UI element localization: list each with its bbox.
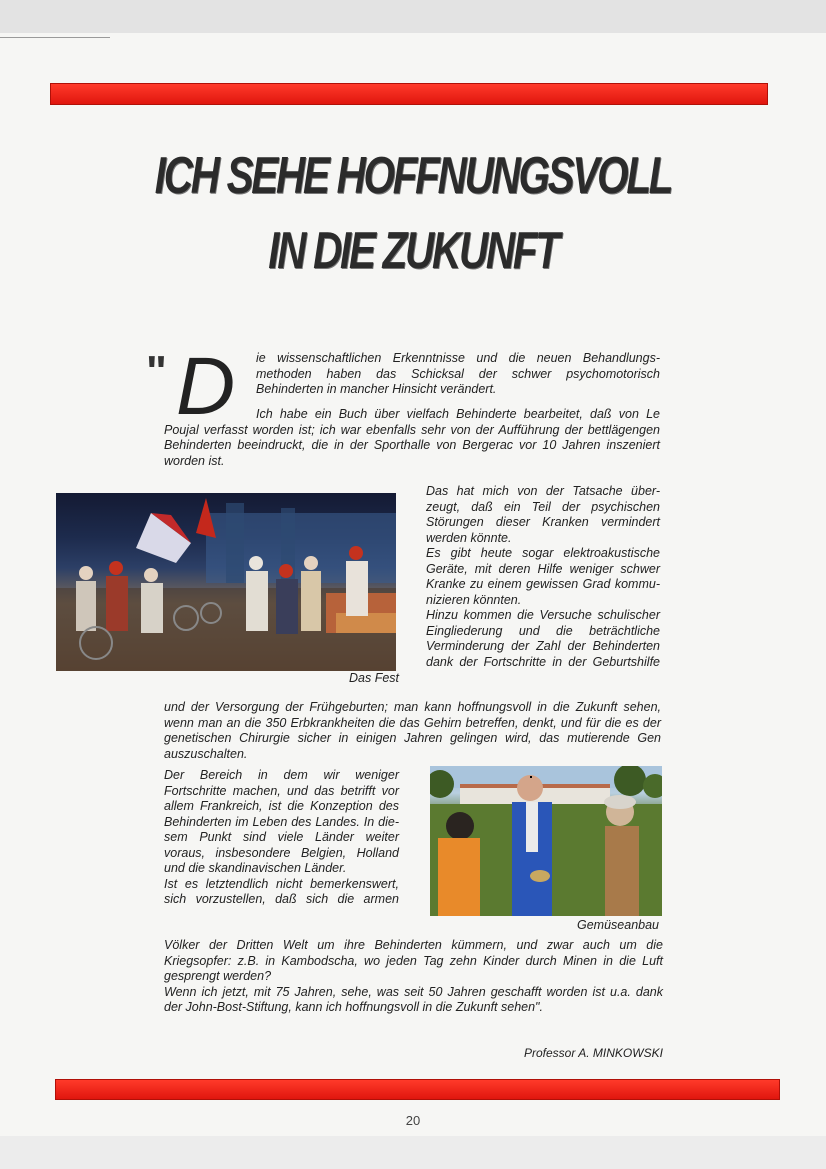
text-line: werden könnte. (426, 530, 512, 545)
photo-gemueseanbau-illustration (430, 766, 662, 916)
text-line: Der Bereich in dem wir weniger (164, 768, 399, 782)
top-red-bar (50, 83, 768, 105)
text-line: allem Frankreich, ist die Konzeption des (164, 799, 399, 813)
text-line: genetischen Chirurgie sicher in einigen Jahren gelingen wird, das mutierende Gen (164, 731, 661, 745)
text-line: Das hat mich von der Tatsache über- (426, 484, 660, 498)
scan-top-margin (0, 0, 826, 33)
text-line: Ist es letztendlich nicht bemerkenswert, (164, 876, 399, 891)
drop-cap: D (176, 341, 236, 432)
text-line: Ich habe ein Buch über vielfach Behinderte bearbeitet, daß von Le (256, 407, 660, 421)
page-title-line-2: IN DIE ZUKUNFT (268, 222, 558, 280)
bottom-red-bar (55, 1079, 780, 1100)
text-line: Fortschritte machen, und das betrifft vor (164, 783, 399, 798)
text-line: und der Versorgung der Frühgeburten; man kann hoffnungsvoll in die Zukunft sehen, (164, 700, 661, 714)
text-line: Kranke zu einem gewissen Grad kommu- (426, 577, 660, 591)
photo-das-fest (56, 493, 396, 671)
text-line: ie wissenschaftlichen Erkenntnisse und die neuen Behandlungs- (256, 351, 660, 365)
paragraph-5 (164, 768, 399, 908)
paragraph-3 (426, 484, 660, 670)
author-signature: Professor A. MINKOWSKI (524, 1046, 663, 1060)
photo-das-fest-illustration (56, 493, 396, 671)
paragraph-6 (164, 938, 663, 1016)
text-line: Verminderung der Zahl der Behinderten (426, 639, 660, 653)
text-line: Hinzu kommen die Versuche schulischer (426, 608, 660, 622)
photo-das-fest-caption: Das Fest (349, 671, 400, 685)
text-line: Poujal verfasst worden ist; ich war ebenfalls sehr von der Aufführung der bettlägengen (164, 422, 660, 437)
text-line: Es gibt heute sogar elektroakustische (426, 546, 660, 560)
paragraph-1 (256, 351, 660, 398)
paragraph-2 (164, 407, 660, 469)
photo-gemueseanbau-caption: Gemüseanbau (577, 918, 660, 932)
text-line: sich vorzustellen, daß sich die armen (164, 892, 399, 906)
text-line: zeugt, daß ein Teil der psychischen (426, 499, 660, 514)
text-line: Wenn ich jetzt, mit 75 Jahren, sehe, was seit 50 Jahren geschafft worden ist u.a. dank (164, 984, 663, 999)
text-line: methoden haben das Schicksal der schwer psychomotorisch (256, 366, 660, 381)
text-line: Störungen dieser Kranken vermindert (426, 515, 660, 529)
page-number: 20 (405, 1113, 421, 1128)
text-line: Geräte, mit deren Hilfe weniger schwer (426, 561, 660, 576)
text-line: Behinderten beeindruckt, die in der Sporthalle von Bergerac vor 10 Jahren inszeniert (164, 438, 660, 452)
text-line: Eingliederung und die beträchtliche (426, 623, 660, 638)
page-title-line-1: ICH SEHE HOFFNUNGSVOLL (154, 147, 672, 205)
text-line: voraus, insbesondere Belgien, Holland (164, 845, 399, 860)
scan-artifact-line (0, 37, 110, 38)
text-line: wenn man an die 350 Erbkrankheiten die das Gehirn betreffen, denkt, und für die es der (164, 715, 661, 730)
opening-quote-mark: " (146, 347, 167, 396)
paragraph-4 (164, 700, 661, 762)
text-line: dank der Fortschritte in der Geburtshilfe (426, 654, 660, 669)
text-line: Völker der Dritten Welt um ihre Behinderten kümmern, und zwar auch um die (164, 938, 663, 952)
text-line: gesprengt werden? (164, 969, 272, 983)
text-line: worden ist. (164, 453, 225, 468)
text-line: Kriegsopfer: z.B. in Kambodscha, wo jeden Tag zehn Kinder durch Minen in die Luft (164, 953, 663, 968)
text-line: sem Punkt sind viele Länder weiter (164, 830, 399, 844)
text-line: Behinderten im Leben des Landes. In die- (164, 814, 399, 829)
text-line: der John-Bost-Stiftung, kann ich hoffnungsvoll in die Zukunft sehen". (164, 1000, 543, 1014)
text-line: nizieren könnten. (426, 592, 522, 607)
text-line: auszuschalten. (164, 746, 248, 761)
photo-gemueseanbau (430, 766, 662, 916)
text-line: und die skandinavischen Länder. (164, 861, 347, 875)
text-line: Behinderten in mancher Hinsicht verändert. (256, 382, 497, 396)
scan-bottom-margin (0, 1136, 826, 1169)
